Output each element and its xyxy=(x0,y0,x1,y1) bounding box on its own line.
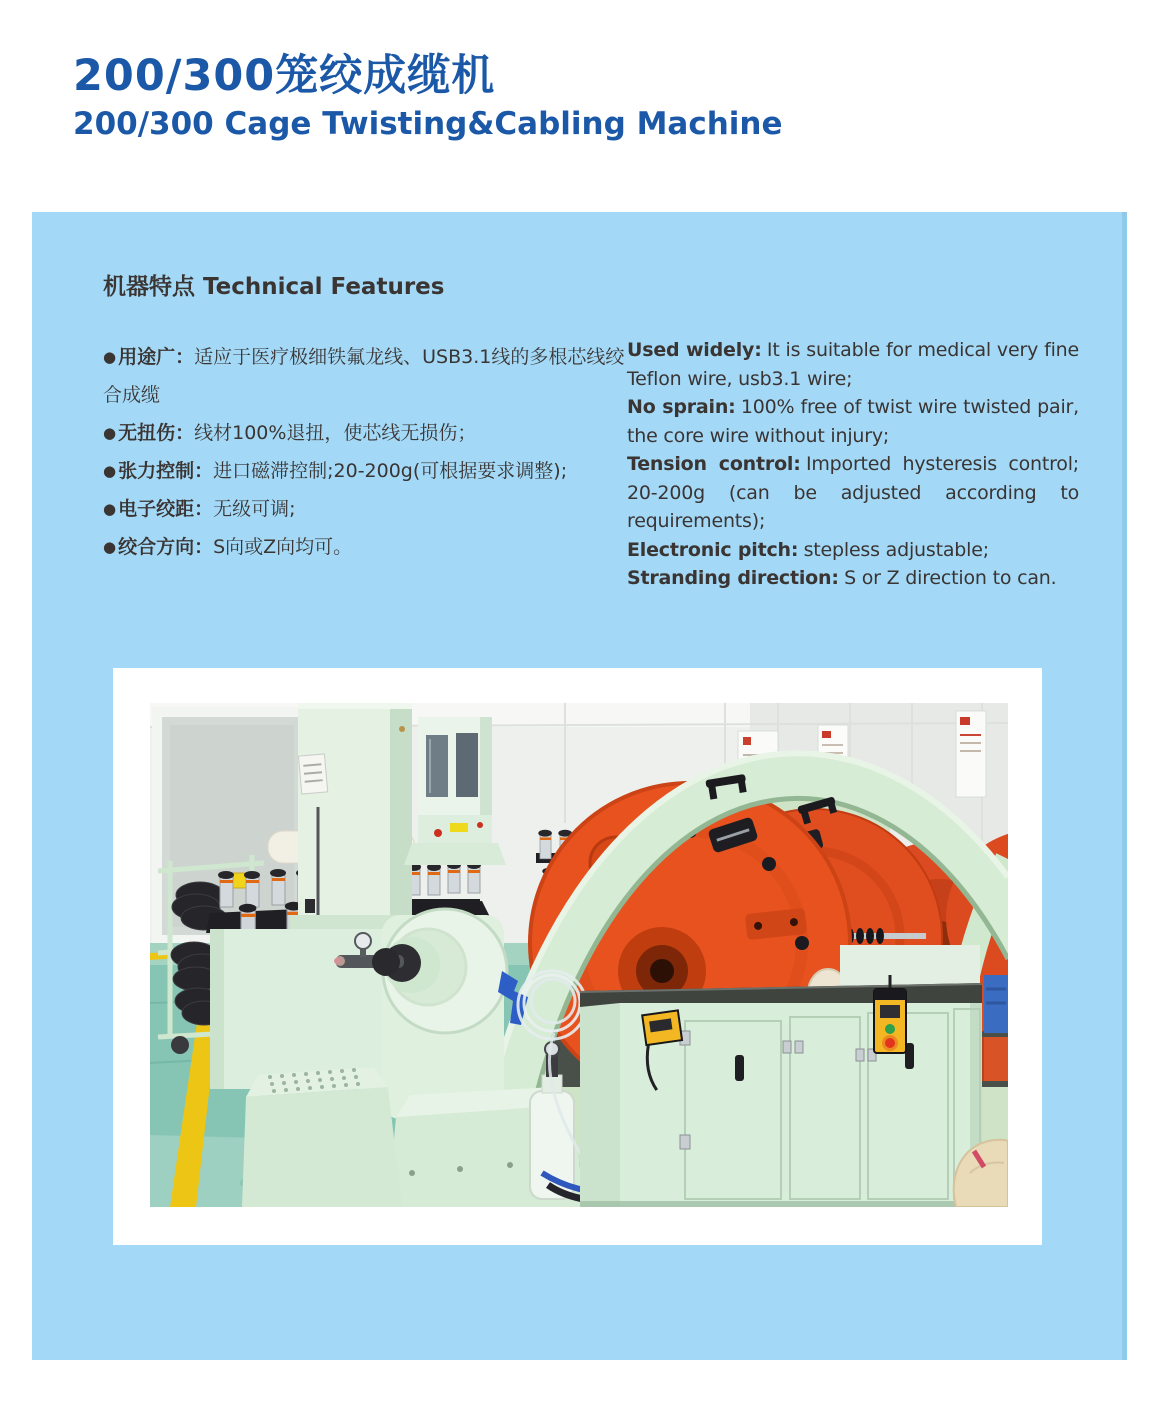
features-list-zh xyxy=(103,338,630,566)
feature-zh-no-twist: ● 无扭伤：线材100%退扭，使芯线无损伤； xyxy=(103,422,477,444)
machine-photo xyxy=(150,703,1008,1207)
feature-zh-usage: ● 用途广：适应于医疗极细铁氟龙线、USB3.1线的多根芯线绞合成缆 xyxy=(103,346,625,406)
control-tower xyxy=(404,717,506,865)
feature-zh-direction: ● 绞合方向：S向或Z向均可。 xyxy=(103,536,353,558)
page-title: 200/300笼绞成缆机 xyxy=(73,51,496,101)
page-header xyxy=(73,52,783,142)
feature-zh-pitch: ● 电子绞距：无级可调; xyxy=(103,498,296,520)
feature-en-usage: Used widely: It is suitable for medical very fine Teflon wire, usb3.1 wire; xyxy=(627,339,1079,390)
feature-en-tension: Tension control: Imported hysteresis control; 20-200g (can be adjusted according to requirements); xyxy=(627,453,1079,532)
bullet-icon: ● xyxy=(103,462,117,480)
features-heading: 机器特点 Technical Features xyxy=(103,274,445,300)
bullet-icon: ● xyxy=(103,424,117,442)
features-panel xyxy=(32,212,1127,1360)
feature-en-direction: Stranding direction: S or Z direction to can. xyxy=(627,567,1057,589)
features-list-en xyxy=(627,336,1079,593)
page-subtitle: 200/300 Cage Twisting&Cabling Machine xyxy=(73,106,783,143)
bullet-icon: ● xyxy=(103,348,117,366)
feature-en-pitch: Electronic pitch: stepless adjustable; xyxy=(627,538,989,561)
bullet-icon: ● xyxy=(103,500,117,518)
vent-box xyxy=(242,1067,402,1207)
feature-en-no-sprain: No sprain: 100% free of twist wire twisted pair, the core wire without injury; xyxy=(627,396,1079,447)
base-cabinet xyxy=(580,975,982,1207)
bullet-icon: ● xyxy=(103,538,117,556)
press-column xyxy=(290,703,422,929)
photo-frame xyxy=(113,668,1042,1245)
feature-zh-tension: ● 张力控制：进口磁滞控制;20-200g(可根据要求调整); xyxy=(103,460,568,482)
